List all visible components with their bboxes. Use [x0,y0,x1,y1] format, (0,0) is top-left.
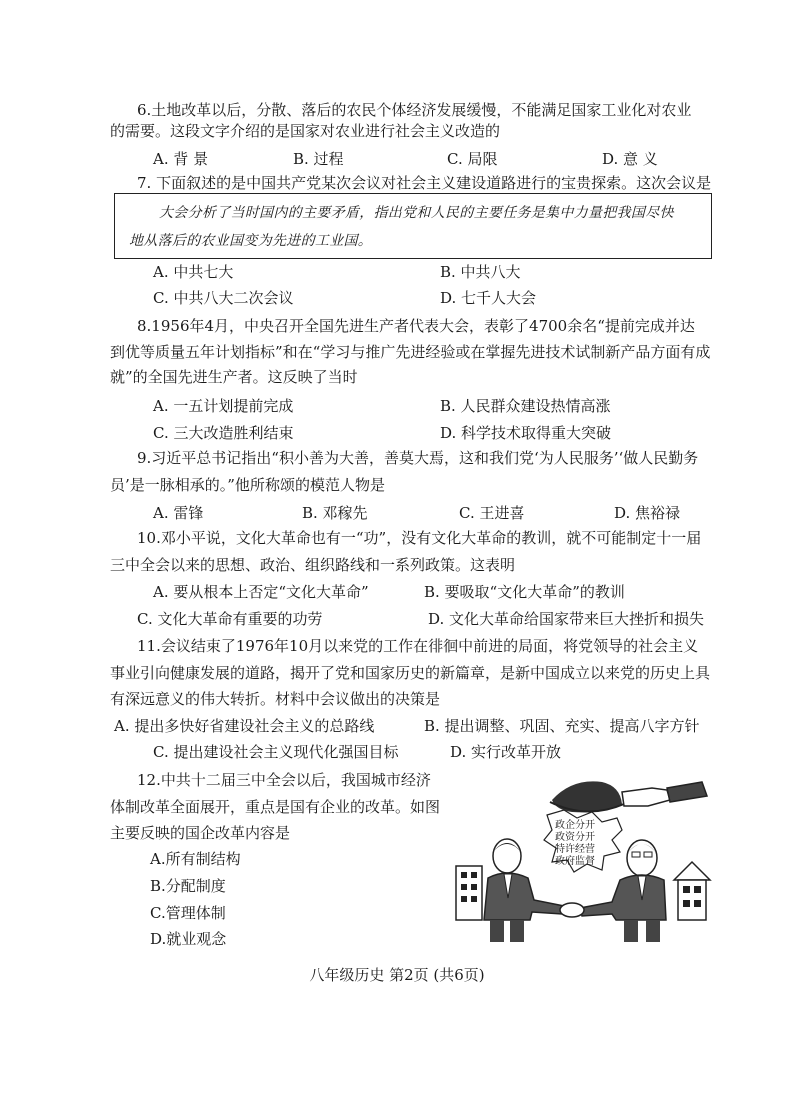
q9-option-c: C. 王进喜 [459,504,525,522]
reform-burst [544,810,622,872]
q12-stem-line2: 体制改革全面展开，重点是国有企业的改革。如图 [110,798,441,816]
q12-option-a: A.所有制结构 [150,850,241,868]
q8-option-d: D. 科学技术取得重大突破 [440,424,612,442]
q10-option-d: D. 文化大革命给国家带来巨大挫折和损失 [428,610,705,628]
q11-option-c: C. 提出建设社会主义现代化强国目标 [153,743,399,761]
burst-text-4: 政府监督 [555,856,595,867]
right-building-icon [674,862,710,920]
q7-stem: 7. 下面叙述的是中国共产党某次会议对社会主义建设道路进行的宝贵探索。这次会议是 [137,174,712,192]
q11-stem-line2: 事业引向健康发展的道路，揭开了党和国家历史的新篇章，是新中国成立以来党的历史上具 [110,664,711,682]
q12-option-c: C.管理体制 [150,904,226,922]
page-footer: 八年级历史 第2页 (共6页) [309,966,485,984]
q7-material-line1: 大会分析了当时国内的主要矛盾，指出党和人民的主要任务是集中力量把我国尽快 [159,205,674,221]
q9-stem-line1: 9.习近平总书记指出“积小善为大善，善莫大焉，这和我们党‘为人民服务’‘做人民勤务 [137,449,699,467]
q10-stem-line2: 三中全会以来的思想、政治、组织路线和一系列政策。这表明 [110,556,516,574]
q11-stem-line3: 有深远意义的伟大转折。材料中会议做出的决策是 [110,690,441,708]
q11-option-a: A. 提出多快好省建设社会主义的总路线 [114,717,375,735]
q12-stem-line1: 12.中共十二届三中全会以后，我国城市经济 [137,771,431,789]
left-man-figure [484,839,564,942]
q6-stem-line1: 6.土地改革以后，分散、落后的农民个体经济发展缓慢，不能满足国家工业化对农业 [137,101,692,119]
q10-option-b: B. 要吸取“文化大革命”的教训 [424,583,625,601]
q10-option-a: A. 要从根本上否定“文化大革命” [153,583,369,601]
q6-option-b: B. 过程 [293,150,344,168]
burst-text-2: 政资分开 [555,832,595,843]
q11-option-d: D. 实行改革开放 [450,743,562,761]
handshake-icon [560,903,584,917]
reform-cartoon [452,770,714,948]
q8-stem-line2: 到优等质量五年计划指标”和在“学习与推广先进经验或在掌握先进技术试制新产品方面有成 [110,343,711,361]
q10-option-c: C. 文化大革命有重要的功劳 [137,610,323,628]
burst-text-3: 特许经营 [555,844,595,855]
q11-stem-line1: 11.会议结束了1976年10月以来党的工作在徘徊中前进的局面，将党领导的社会主义 [137,637,699,655]
q11-option-b: B. 提出调整、巩固、充实、提高八字方针 [424,717,700,735]
q6-option-a: A. 背 景 [153,150,209,168]
q6-option-c: C. 局限 [447,150,498,168]
q7-option-c: C. 中共八大二次会议 [153,289,294,307]
q8-option-b: B. 人民群众建设热情高涨 [440,397,611,415]
hand-with-hat-icon [550,781,707,812]
left-building-icon [456,866,482,920]
q12-option-b: B.分配制度 [150,877,226,895]
q12-stem-line3: 主要反映的国企改革内容是 [110,824,291,842]
q10-stem-line1: 10.邓小平说，文化大革命也有一“功”，没有文化大革命的教训，就不可能制定十一届 [137,529,702,547]
q9-option-d: D. 焦裕禄 [614,504,681,522]
q12-option-d: D.就业观念 [150,930,227,948]
q7-material-box [114,193,712,259]
q7-material-line2: 地从落后的农业国变为先进的工业国。 [129,233,373,249]
q8-stem-line1: 8.1956年4月，中央召开全国先进生产者代表大会，表彰了4700余名“提前完成并达 [137,317,695,335]
q9-option-a: A. 雷锋 [153,504,204,522]
q7-option-d: D. 七千人大会 [440,289,537,307]
q8-option-a: A. 一五计划提前完成 [153,397,294,415]
q8-option-c: C. 三大改造胜利结束 [153,424,294,442]
q6-stem-line2: 的需要。这段文字介绍的是国家对农业进行社会主义改造的 [110,122,501,140]
q6-option-d: D. 意 义 [602,150,658,168]
q7-option-a: A. 中共七大 [153,263,234,281]
q9-stem-line2: 员’是一脉相承的。”他所称颂的模范人物是 [110,476,385,494]
burst-text-1: 政企分开 [555,820,595,831]
q9-option-b: B. 邓稼先 [302,504,368,522]
q8-stem-line3: 就”的全国先进生产者。这反映了当时 [110,368,358,386]
q7-option-b: B. 中共八大 [440,263,521,281]
